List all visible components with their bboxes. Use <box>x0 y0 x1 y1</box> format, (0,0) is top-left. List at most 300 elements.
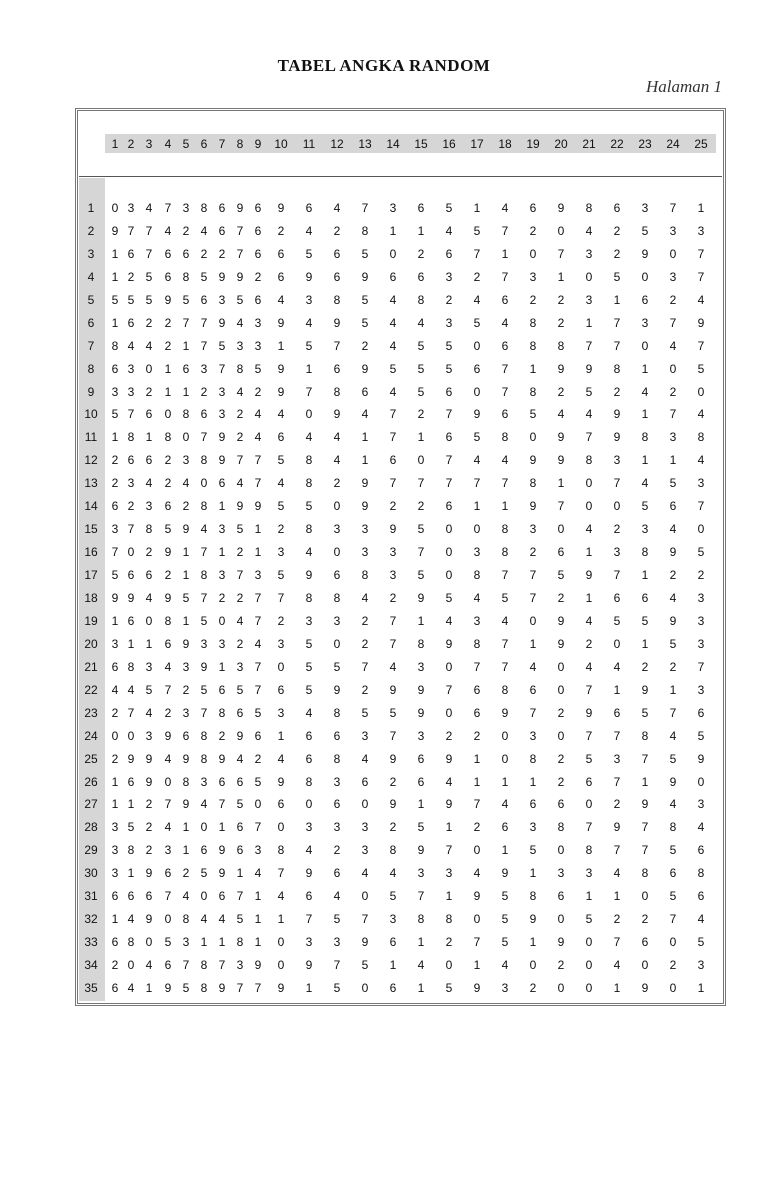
table-cell: 9 <box>145 774 153 789</box>
table-cell: 1 <box>254 889 262 904</box>
table-cell: 8 <box>305 453 313 468</box>
table-cell: 9 <box>557 361 565 376</box>
table-cell: 9 <box>333 315 341 330</box>
table-cell: 6 <box>361 774 369 789</box>
table-cell: 2 <box>473 820 481 835</box>
table-cell: 3 <box>669 430 677 445</box>
table-cell: 3 <box>473 613 481 628</box>
table-cell: 0 <box>669 246 677 261</box>
table-cell: 5 <box>613 269 621 284</box>
table-cell: 1 <box>669 682 677 697</box>
table-cell: 4 <box>389 338 397 353</box>
table-cell: 0 <box>145 361 153 376</box>
table-cell: 6 <box>501 338 509 353</box>
table-cell: 5 <box>145 682 153 697</box>
table-cell: 7 <box>557 246 565 261</box>
table-cell: 4 <box>277 407 285 422</box>
table-cell: 9 <box>641 246 649 261</box>
table-cell: 8 <box>127 430 135 445</box>
table-cell: 4 <box>669 590 677 605</box>
table-cell: 2 <box>529 545 537 560</box>
table-cell: 6 <box>557 889 565 904</box>
table-cell: 7 <box>127 407 135 422</box>
table-cell: 6 <box>164 958 172 973</box>
table-cell: 1 <box>127 797 135 812</box>
table-cell: 7 <box>697 499 705 514</box>
table-cell: 0 <box>585 958 593 973</box>
table-cell: 6 <box>641 292 649 307</box>
table-cell: 1 <box>417 980 425 995</box>
table-cell: 9 <box>145 866 153 881</box>
table-cell: 5 <box>333 980 341 995</box>
table-cell: 1 <box>182 338 190 353</box>
table-cell: 1 <box>111 430 119 445</box>
table-cell: 9 <box>182 797 190 812</box>
table-cell: 3 <box>127 361 135 376</box>
table-cell: 7 <box>641 820 649 835</box>
table-cell: 7 <box>445 682 453 697</box>
table-cell: 9 <box>164 590 172 605</box>
table-cell: 8 <box>277 843 285 858</box>
table-cell: 8 <box>333 751 341 766</box>
table-cell: 3 <box>529 820 537 835</box>
table-cell: 0 <box>389 246 397 261</box>
row-number: 1 <box>87 201 95 215</box>
table-cell: 9 <box>473 980 481 995</box>
table-cell: 9 <box>641 980 649 995</box>
column-header: 11 <box>302 137 316 151</box>
table-cell: 1 <box>585 889 593 904</box>
table-cell: 2 <box>111 453 119 468</box>
table-cell: 2 <box>182 499 190 514</box>
table-cell: 0 <box>557 522 565 537</box>
table-cell: 9 <box>218 430 226 445</box>
table-cell: 6 <box>111 980 119 995</box>
table-cell: 2 <box>361 613 369 628</box>
table-cell: 9 <box>218 315 226 330</box>
table-cell: 9 <box>501 866 509 881</box>
table-cell: 4 <box>501 315 509 330</box>
table-cell: 2 <box>613 384 621 399</box>
table-cell: 2 <box>145 315 153 330</box>
table-cell: 9 <box>127 751 135 766</box>
table-cell: 0 <box>641 269 649 284</box>
table-cell: 4 <box>389 866 397 881</box>
table-cell: 5 <box>236 797 244 812</box>
table-cell: 3 <box>200 636 208 651</box>
table-cell: 7 <box>389 407 397 422</box>
table-cell: 4 <box>182 476 190 491</box>
table-cell: 4 <box>145 201 153 215</box>
table-cell: 9 <box>697 315 705 330</box>
table-cell: 7 <box>145 223 153 238</box>
table-cell: 6 <box>182 361 190 376</box>
table-cell: 4 <box>613 866 621 881</box>
table-cell: 3 <box>277 705 285 720</box>
table-cell: 8 <box>669 820 677 835</box>
table-cell: 1 <box>277 338 285 353</box>
table-cell: 6 <box>389 935 397 950</box>
row-number: 13 <box>84 476 98 491</box>
table-cell: 7 <box>127 522 135 537</box>
table-cell: 9 <box>218 751 226 766</box>
table-cell: 2 <box>585 636 593 651</box>
table-cell: 4 <box>585 522 593 537</box>
table-cell: 6 <box>200 292 208 307</box>
table-cell: 3 <box>182 453 190 468</box>
table-cell: 2 <box>557 590 565 605</box>
table-cell: 8 <box>585 201 593 215</box>
table-cell: 8 <box>557 338 565 353</box>
table-cell: 8 <box>236 361 244 376</box>
table-cell: 1 <box>182 613 190 628</box>
table-cell: 8 <box>305 476 313 491</box>
table-cell: 8 <box>641 545 649 560</box>
table-cell: 2 <box>254 269 262 284</box>
table-cell: 2 <box>145 545 153 560</box>
table-cell: 3 <box>218 522 226 537</box>
table-cell: 8 <box>473 568 481 583</box>
table-cell: 1 <box>641 568 649 583</box>
table-cell: 1 <box>641 774 649 789</box>
table-cell: 7 <box>445 476 453 491</box>
column-header: 6 <box>200 137 208 151</box>
table-cell: 5 <box>697 361 705 376</box>
table-cell: 6 <box>445 246 453 261</box>
table-cell: 7 <box>585 728 593 743</box>
table-cell: 3 <box>111 384 119 399</box>
table-cell: 9 <box>218 843 226 858</box>
table-cell: 6 <box>236 843 244 858</box>
table-cell: 6 <box>613 590 621 605</box>
table-cell: 7 <box>389 728 397 743</box>
table-cell: 8 <box>127 843 135 858</box>
table-cell: 2 <box>641 912 649 927</box>
table-cell: 4 <box>585 407 593 422</box>
row-number: 16 <box>84 545 98 560</box>
table-cell: 9 <box>557 453 565 468</box>
table-cell: 6 <box>697 705 705 720</box>
table-cell: 3 <box>333 935 341 950</box>
table-cell: 5 <box>127 820 135 835</box>
table-cell: 5 <box>111 292 119 307</box>
table-cell: 3 <box>305 820 313 835</box>
table-cell: 7 <box>473 935 481 950</box>
table-cell: 9 <box>111 590 119 605</box>
table-cell: 6 <box>389 980 397 995</box>
table-cell: 7 <box>236 223 244 238</box>
table-cell: 0 <box>305 797 313 812</box>
table-cell: 6 <box>164 269 172 284</box>
table-cell: 3 <box>585 292 593 307</box>
table-cell: 4 <box>164 820 172 835</box>
table-cell: 3 <box>361 843 369 858</box>
table-cell: 8 <box>218 705 226 720</box>
table-cell: 0 <box>333 636 341 651</box>
table-cell: 2 <box>277 522 285 537</box>
table-cell: 2 <box>182 866 190 881</box>
table-cell: 1 <box>557 269 565 284</box>
table-cell: 4 <box>236 476 244 491</box>
table-cell: 6 <box>111 889 119 904</box>
table-cell: 4 <box>333 201 341 215</box>
table-cell: 3 <box>111 866 119 881</box>
table-cell: 4 <box>236 315 244 330</box>
table-cell: 0 <box>200 820 208 835</box>
table-cell: 2 <box>182 223 190 238</box>
table-cell: 1 <box>585 590 593 605</box>
column-header: 20 <box>554 137 568 151</box>
table-cell: 3 <box>111 636 119 651</box>
table-cell: 8 <box>585 843 593 858</box>
table-cell: 5 <box>200 866 208 881</box>
table-cell: 2 <box>557 958 565 973</box>
table-cell: 9 <box>218 980 226 995</box>
table-cell: 5 <box>111 568 119 583</box>
table-cell: 8 <box>529 315 537 330</box>
table-cell: 4 <box>145 958 153 973</box>
table-cell: 0 <box>669 361 677 376</box>
table-cell: 2 <box>164 338 172 353</box>
table-cell: 5 <box>182 292 190 307</box>
table-cell: 4 <box>236 751 244 766</box>
table-cell: 6 <box>389 269 397 284</box>
table-cell: 3 <box>361 820 369 835</box>
table-cell: 5 <box>473 430 481 445</box>
table-cell: 5 <box>254 705 262 720</box>
table-cell: 4 <box>361 590 369 605</box>
table-cell: 9 <box>277 361 285 376</box>
table-cell: 6 <box>111 361 119 376</box>
table-cell: 5 <box>473 223 481 238</box>
table-cell: 7 <box>361 201 369 215</box>
table-cell: 4 <box>389 315 397 330</box>
table-cell: 7 <box>473 797 481 812</box>
row-number: 35 <box>84 980 98 995</box>
table-cell: 8 <box>501 545 509 560</box>
table-cell: 2 <box>254 751 262 766</box>
table-cell: 8 <box>182 269 190 284</box>
table-cell: 9 <box>254 499 262 514</box>
column-header: 24 <box>666 137 680 151</box>
table-cell: 7 <box>182 315 190 330</box>
table-cell: 7 <box>333 958 341 973</box>
table-cell: 1 <box>164 361 172 376</box>
table-cell: 7 <box>277 590 285 605</box>
table-cell: 2 <box>669 292 677 307</box>
table-cell: 3 <box>305 935 313 950</box>
row-number: 27 <box>84 797 98 812</box>
table-cell: 0 <box>200 476 208 491</box>
table-cell: 2 <box>417 246 425 261</box>
table-cell: 2 <box>111 751 119 766</box>
table-cell: 7 <box>697 246 705 261</box>
table-cell: 8 <box>697 430 705 445</box>
table-cell: 7 <box>218 797 226 812</box>
table-cell: 2 <box>417 499 425 514</box>
table-cell: 1 <box>501 843 509 858</box>
table-cell: 8 <box>200 568 208 583</box>
table-cell: 5 <box>473 315 481 330</box>
table-cell: 4 <box>254 866 262 881</box>
table-cell: 5 <box>236 292 244 307</box>
table-cell: 1 <box>529 361 537 376</box>
table-cell: 4 <box>389 659 397 674</box>
table-cell: 6 <box>669 499 677 514</box>
column-header: 1 <box>111 137 119 151</box>
table-cell: 0 <box>417 453 425 468</box>
table-cell: 5 <box>417 384 425 399</box>
table-cell: 2 <box>529 292 537 307</box>
table-cell: 9 <box>218 269 226 284</box>
table-cell: 6 <box>254 223 262 238</box>
table-cell: 3 <box>697 797 705 812</box>
row-number: 25 <box>84 751 98 766</box>
table-cell: 6 <box>529 797 537 812</box>
table-cell: 5 <box>669 889 677 904</box>
table-cell: 6 <box>145 453 153 468</box>
table-cell: 3 <box>145 659 153 674</box>
table-cell: 2 <box>613 522 621 537</box>
table-cell: 4 <box>585 659 593 674</box>
table-cell: 5 <box>669 751 677 766</box>
table-cell: 2 <box>669 659 677 674</box>
table-cell: 6 <box>473 682 481 697</box>
table-cell: 2 <box>389 499 397 514</box>
table-cell: 9 <box>361 476 369 491</box>
table-cell: 8 <box>111 338 119 353</box>
table-cell: 4 <box>277 751 285 766</box>
table-cell: 7 <box>501 223 509 238</box>
table-cell: 5 <box>445 201 453 215</box>
row-number: 5 <box>87 292 95 307</box>
table-cell: 1 <box>641 453 649 468</box>
table-cell: 0 <box>164 407 172 422</box>
table-cell: 7 <box>669 407 677 422</box>
table-cell: 3 <box>529 728 537 743</box>
table-cell: 9 <box>254 958 262 973</box>
table-cell: 7 <box>333 338 341 353</box>
table-cell: 6 <box>127 774 135 789</box>
table-cell: 6 <box>111 935 119 950</box>
table-cell: 4 <box>473 453 481 468</box>
table-cell: 7 <box>417 545 425 560</box>
row-number: 31 <box>84 889 98 904</box>
table-cell: 9 <box>236 201 244 215</box>
table-cell: 8 <box>697 866 705 881</box>
table-cell: 8 <box>333 705 341 720</box>
table-cell: 7 <box>200 430 208 445</box>
row-number: 32 <box>84 912 98 927</box>
table-cell: 3 <box>182 659 190 674</box>
table-cell: 4 <box>445 774 453 789</box>
table-cell: 4 <box>127 912 135 927</box>
table-cell: 7 <box>218 361 226 376</box>
table-cell: 3 <box>333 774 341 789</box>
table-cell: 9 <box>236 728 244 743</box>
table-cell: 1 <box>254 912 262 927</box>
table-cell: 1 <box>641 407 649 422</box>
table-cell: 8 <box>529 476 537 491</box>
table-cell: 9 <box>389 797 397 812</box>
row-number: 33 <box>84 935 98 950</box>
table-cell: 2 <box>277 613 285 628</box>
table-cell: 3 <box>697 590 705 605</box>
table-cell: 9 <box>145 751 153 766</box>
table-cell: 7 <box>613 315 621 330</box>
table-cell: 5 <box>697 545 705 560</box>
table-cell: 7 <box>277 866 285 881</box>
table-cell: 1 <box>218 820 226 835</box>
table-cell: 5 <box>164 522 172 537</box>
table-cell: 7 <box>585 820 593 835</box>
table-cell: 3 <box>236 958 244 973</box>
table-cell: 5 <box>669 636 677 651</box>
table-cell: 4 <box>333 453 341 468</box>
row-number: 2 <box>87 223 95 238</box>
table-cell: 2 <box>669 568 677 583</box>
table-cell: 3 <box>277 545 285 560</box>
table-cell: 0 <box>277 820 285 835</box>
table-cell: 6 <box>501 292 509 307</box>
table-cell: 5 <box>236 912 244 927</box>
table-cell: 9 <box>445 797 453 812</box>
table-cell: 3 <box>697 476 705 491</box>
table-cell: 8 <box>501 430 509 445</box>
table-cell: 9 <box>473 407 481 422</box>
table-cell: 8 <box>361 223 369 238</box>
column-header: 12 <box>330 137 344 151</box>
table-cell: 6 <box>613 201 621 215</box>
table-cell: 0 <box>111 728 119 743</box>
table-cell: 1 <box>613 292 621 307</box>
table-cell: 5 <box>277 568 285 583</box>
table-cell: 2 <box>333 476 341 491</box>
table-cell: 3 <box>236 338 244 353</box>
table-cell: 4 <box>669 797 677 812</box>
table-cell: 0 <box>529 958 537 973</box>
table-cell: 9 <box>669 613 677 628</box>
row-number: 29 <box>84 843 98 858</box>
table-cell: 4 <box>127 682 135 697</box>
table-cell: 1 <box>585 315 593 330</box>
table-cell: 0 <box>697 774 705 789</box>
table-cell: 4 <box>145 476 153 491</box>
table-cell: 7 <box>254 980 262 995</box>
table-cell: 9 <box>557 613 565 628</box>
table-cell: 2 <box>389 590 397 605</box>
table-cell: 4 <box>697 820 705 835</box>
table-cell: 8 <box>305 522 313 537</box>
table-cell: 5 <box>417 338 425 353</box>
table-cell: 9 <box>417 682 425 697</box>
table-cell: 1 <box>445 889 453 904</box>
table-cell: 4 <box>445 223 453 238</box>
table-cell: 9 <box>641 682 649 697</box>
column-header: 17 <box>470 137 484 151</box>
table-cell: 5 <box>182 980 190 995</box>
table-cell: 9 <box>557 201 565 215</box>
table-cell: 3 <box>145 728 153 743</box>
table-cell: 0 <box>557 912 565 927</box>
table-cell: 2 <box>613 223 621 238</box>
table-cell: 9 <box>557 935 565 950</box>
column-header: 19 <box>526 137 540 151</box>
table-cell: 6 <box>277 682 285 697</box>
table-cell: 4 <box>473 292 481 307</box>
table-cell: 1 <box>127 866 135 881</box>
table-cell: 0 <box>613 499 621 514</box>
